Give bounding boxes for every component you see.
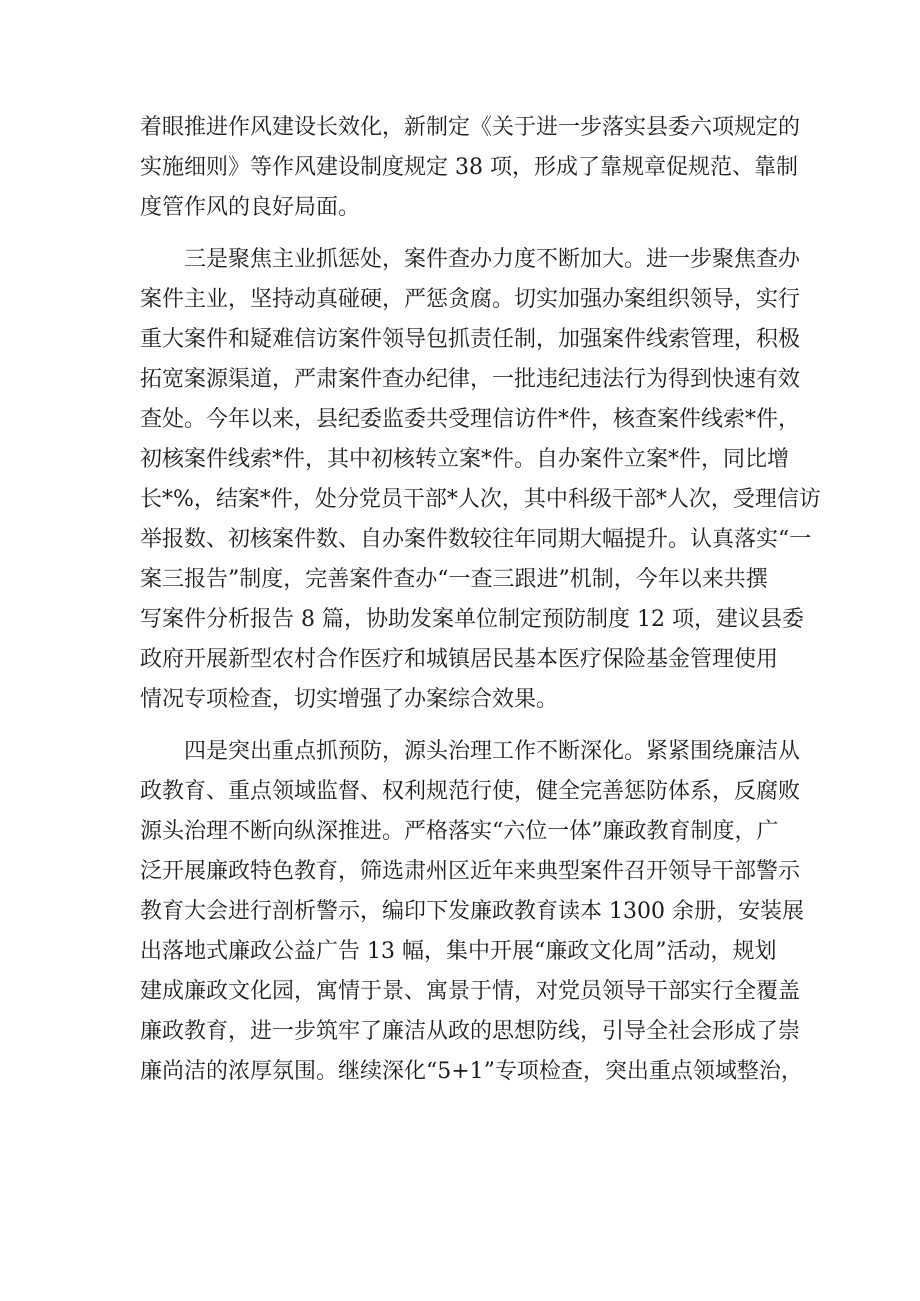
text-line: 重大案件和疑难信访案件领导包抓责任制，加强案件线索管理，积极 (140, 327, 801, 352)
text-line: 政教育、重点领域监督、权利规范行使，健全完善惩防体系，反腐败 (140, 779, 801, 804)
text-line: 度管作风的良好局面。 (140, 195, 361, 220)
text-line: 案件主业，坚持动真碰硬，严惩贪腐。切实加强办案组织领导，实行 (140, 287, 801, 312)
text-line: 三是聚焦主业抓惩处，案件查办力度不断加大。进一步聚焦查办 (184, 247, 801, 272)
text-line: 四是突出重点抓预防，源头治理工作不断深化。紧紧围绕廉洁从 (184, 739, 801, 764)
text-line: 廉政教育，进一步筑牢了廉洁从政的思想防线，引导全社会形成了崇 (140, 1019, 801, 1044)
text-line: 着眼推进作风建设长效化，新制定《关于进一步落实县委六项规定的 (140, 115, 801, 140)
text-line: 举报数、初核案件数、自办案件数较往年同期大幅提升。认真落实“一 (140, 527, 812, 552)
text-line: 初核案件线索*件，其中初核转立案*件。自办案件立案*件，同比增 (140, 447, 790, 472)
text-line: 泛开展廉政特色教育，筛选肃州区近年来典型案件召开领导干部警示 (140, 859, 801, 884)
text-line: 查处。今年以来，县纪委监委共受理信访件*件，核查案件线索*件， (140, 407, 801, 432)
text-line: 出落地式廉政公益广告 13 幅，集中开展“廉政文化周”活动，规划 (140, 939, 777, 964)
text-line: 政府开展新型农村合作医疗和城镇居民基本医疗保险基金管理使用 (140, 647, 779, 672)
text-line: 实施细则》等作风建设制度规定 38 项，形成了靠规章促规范、靠制 (140, 155, 798, 180)
text-line: 建成廉政文化园，寓情于景、寓景于情，对党员领导干部实行全覆盖 (140, 979, 801, 1004)
text-line: 写案件分析报告 8 篇，协助发案单位制定预防制度 12 项，建议县委 (140, 607, 804, 632)
text-line: 教育大会进行剖析警示，编印下发廉政教育读本 1300 余册，安装展 (140, 899, 804, 924)
text-line: 源头治理不断向纵深推进。严格落实“六位一体”廉政教育制度，广 (140, 819, 779, 844)
text-line: 案三报告”制度，完善案件查办“一查三跟进”机制，今年以来共撰 (140, 567, 768, 592)
text-line: 廉尚洁的浓厚氛围。继续深化“5+1”专项检查，突出重点领域整治， (140, 1059, 803, 1084)
text-line: 拓宽案源渠道，严肃案件查办纪律，一批违纪违法行为得到快速有效 (140, 367, 801, 392)
paragraph-2 (140, 240, 821, 720)
paragraph-3 (140, 732, 804, 1092)
document-page (140, 108, 821, 1104)
text-line: 情况专项检查，切实增强了办案综合效果。 (140, 687, 559, 712)
text-line: 长*%，结案*件，处分党员干部*人次，其中科级干部*人次，受理信访 (140, 487, 821, 512)
paragraph-1 (140, 108, 801, 228)
